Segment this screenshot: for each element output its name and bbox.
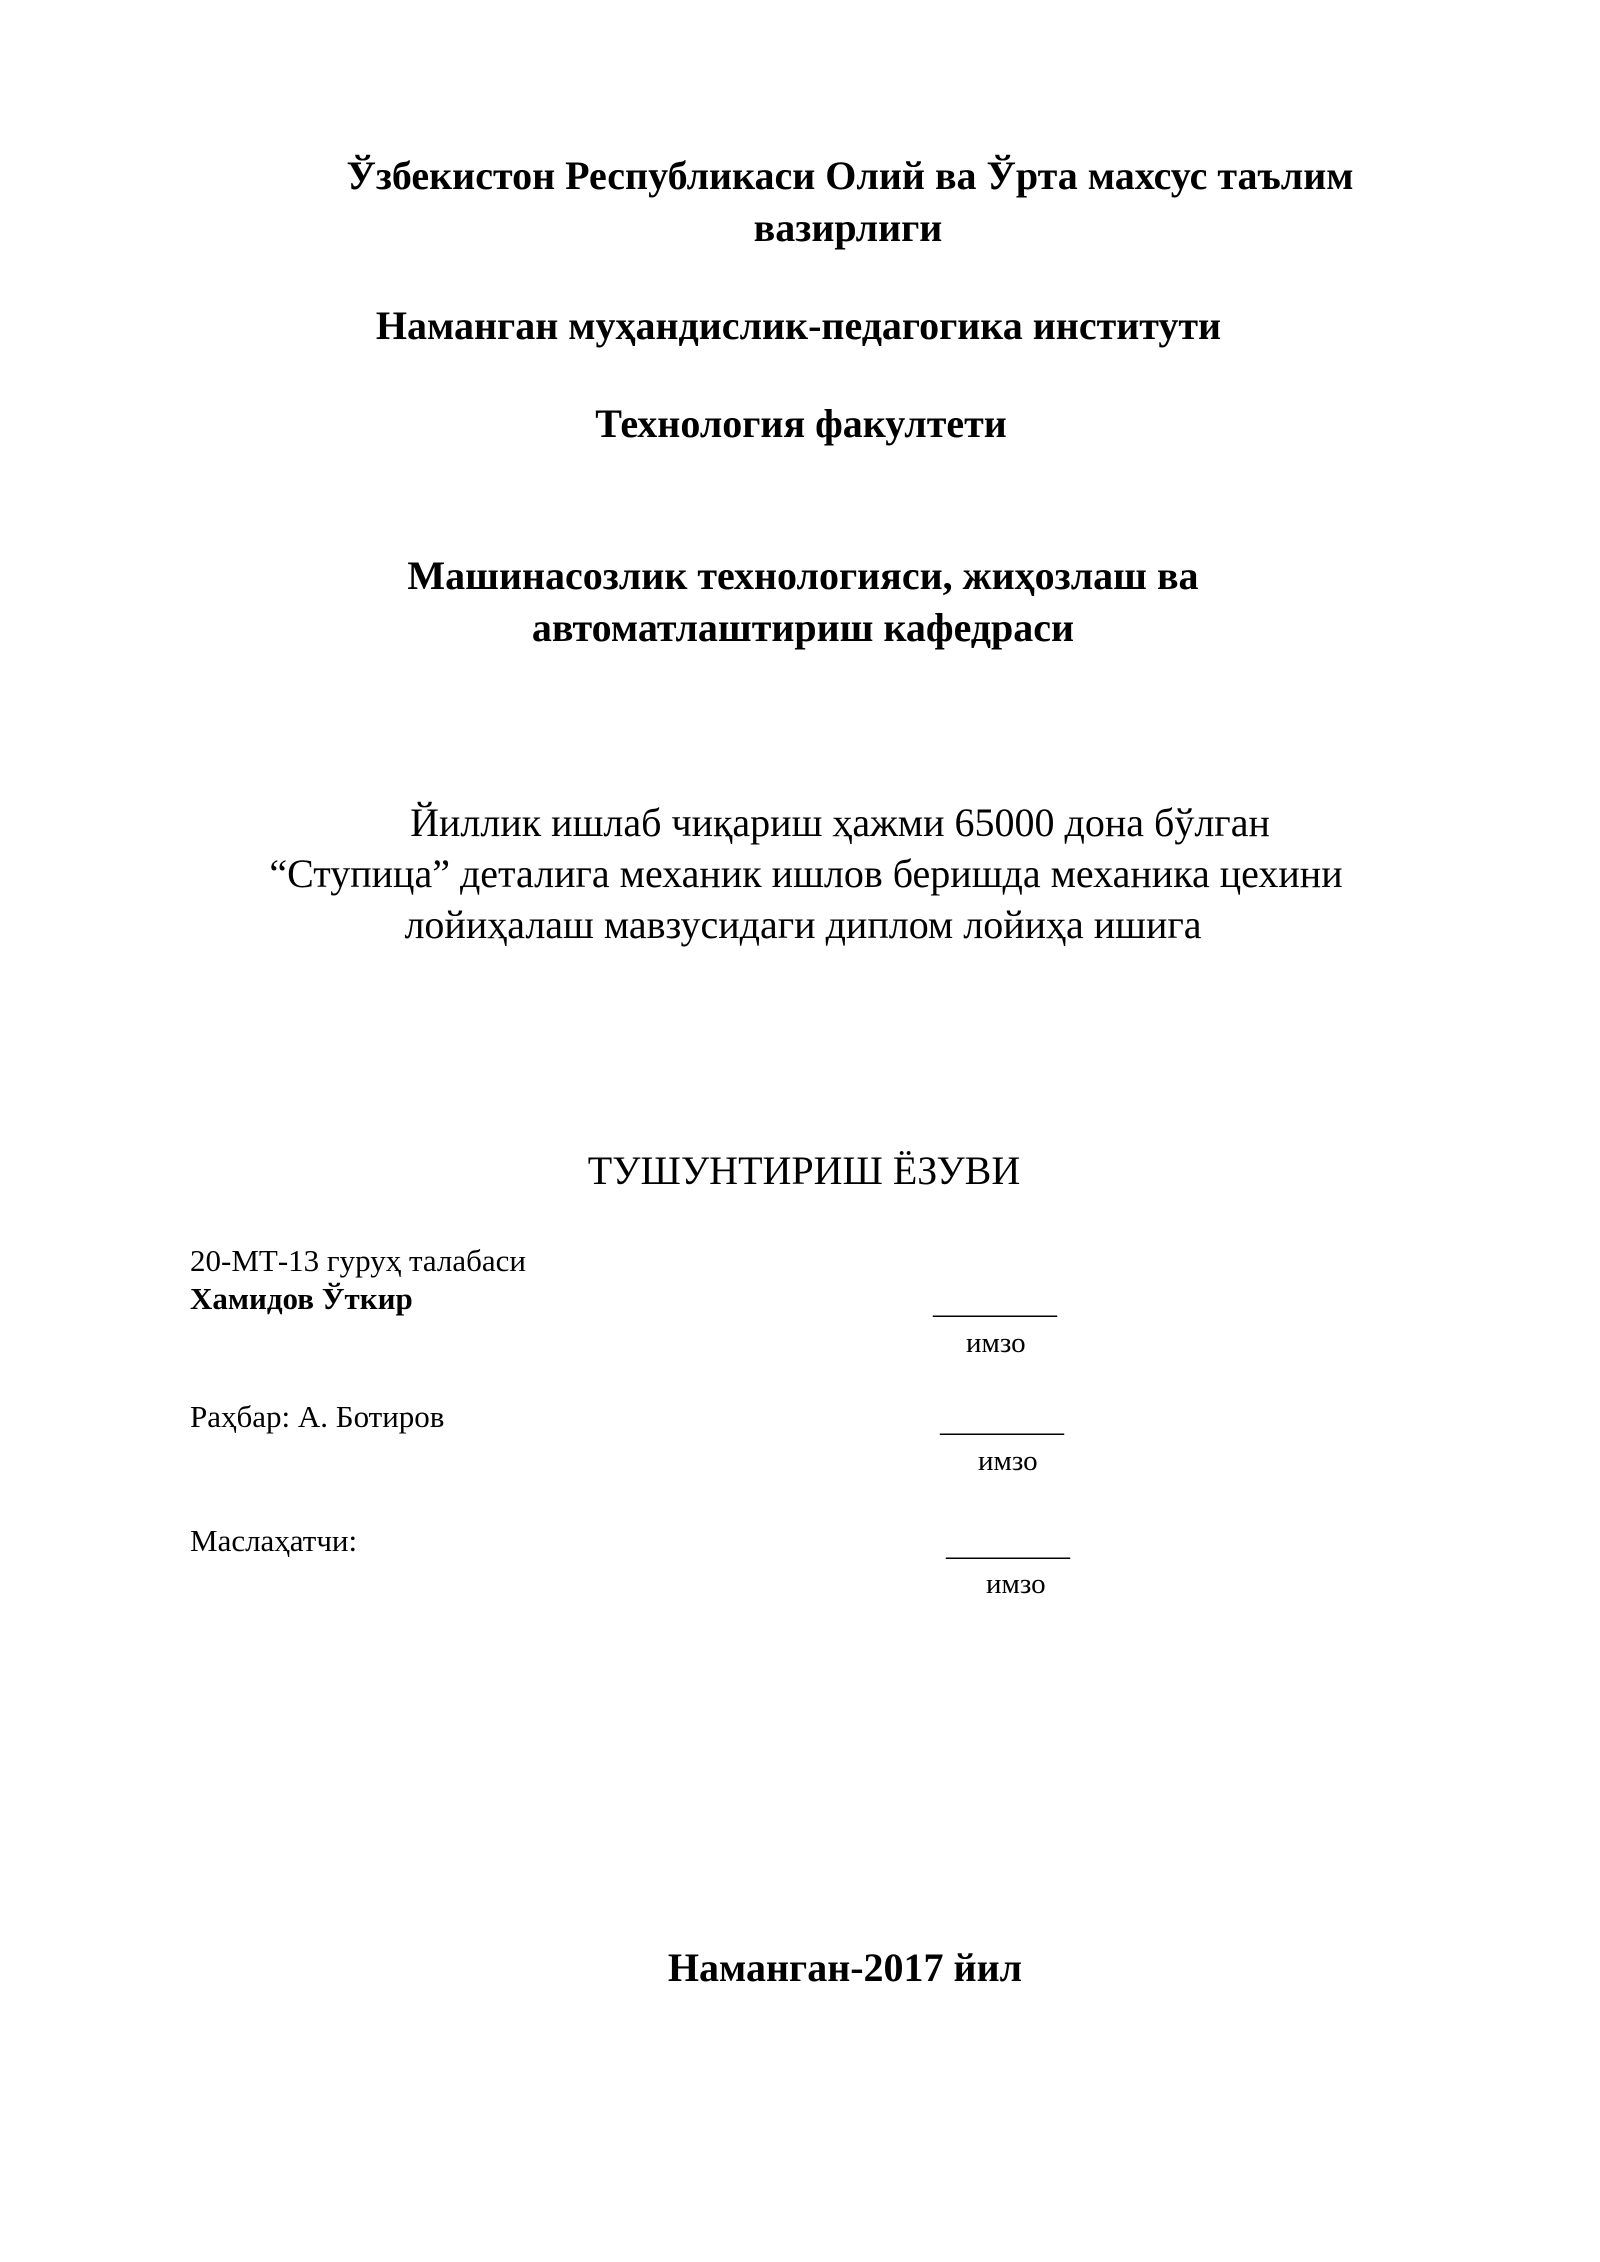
faculty-name: Технология факултети	[595, 401, 1007, 446]
consultant-label: Маслаҳатчи:	[190, 1523, 358, 1558]
student-name: Хамидов Ўткир	[190, 1281, 413, 1316]
institute-name: Наманган муҳандислик-педагогика институти	[375, 303, 1222, 348]
document-title-text: ТУШУНТИРИШ ЁЗУВИ	[587, 1148, 1021, 1193]
department-line-1: Машинасозлик технологияси, жиҳозлаш ва	[407, 553, 1199, 598]
student-signature-caption: имзо	[966, 1327, 1026, 1359]
topic-line-2: “Ступица” деталига механик ишлов беришда механика цехини	[269, 851, 1343, 896]
ministry-line-2: вазирлиги	[753, 205, 943, 250]
topic-line-3: лойиҳалаш мавзусидаги диплом лойиҳа ишига	[404, 902, 1202, 947]
project-topic	[0, 797, 1600, 950]
ministry-heading	[0, 150, 1600, 254]
department-heading	[0, 550, 1600, 654]
supervisor-signature-caption: имзо	[978, 1445, 1038, 1477]
supervisor-signature-line: ________	[940, 1403, 1064, 1438]
ministry-line-1: Ўзбекистон Республикаси Олий ва Ўрта махсус таълим	[346, 153, 1354, 198]
student-group-label: 20-МТ-13 гуруҳ талабаси	[190, 1243, 527, 1278]
consultant-signature-line: ________	[946, 1527, 1070, 1562]
city-year-footer	[0, 1942, 1600, 1994]
document-title	[0, 1145, 1600, 1197]
institute-heading	[0, 300, 1600, 352]
city-year-text: Наманган-2017 йил	[667, 1945, 1023, 1990]
department-line-2: автоматлаштириш кафедраси	[531, 605, 1075, 650]
faculty-heading	[0, 398, 1600, 450]
topic-line-1: Йиллик ишлаб чиқариш ҳажми 65000 дона бўлган	[410, 800, 1270, 845]
consultant-signature-caption: имзо	[986, 1568, 1046, 1600]
supervisor-label: Раҳбар: А. Ботиров	[190, 1399, 445, 1434]
student-signature-line: ________	[933, 1285, 1057, 1320]
